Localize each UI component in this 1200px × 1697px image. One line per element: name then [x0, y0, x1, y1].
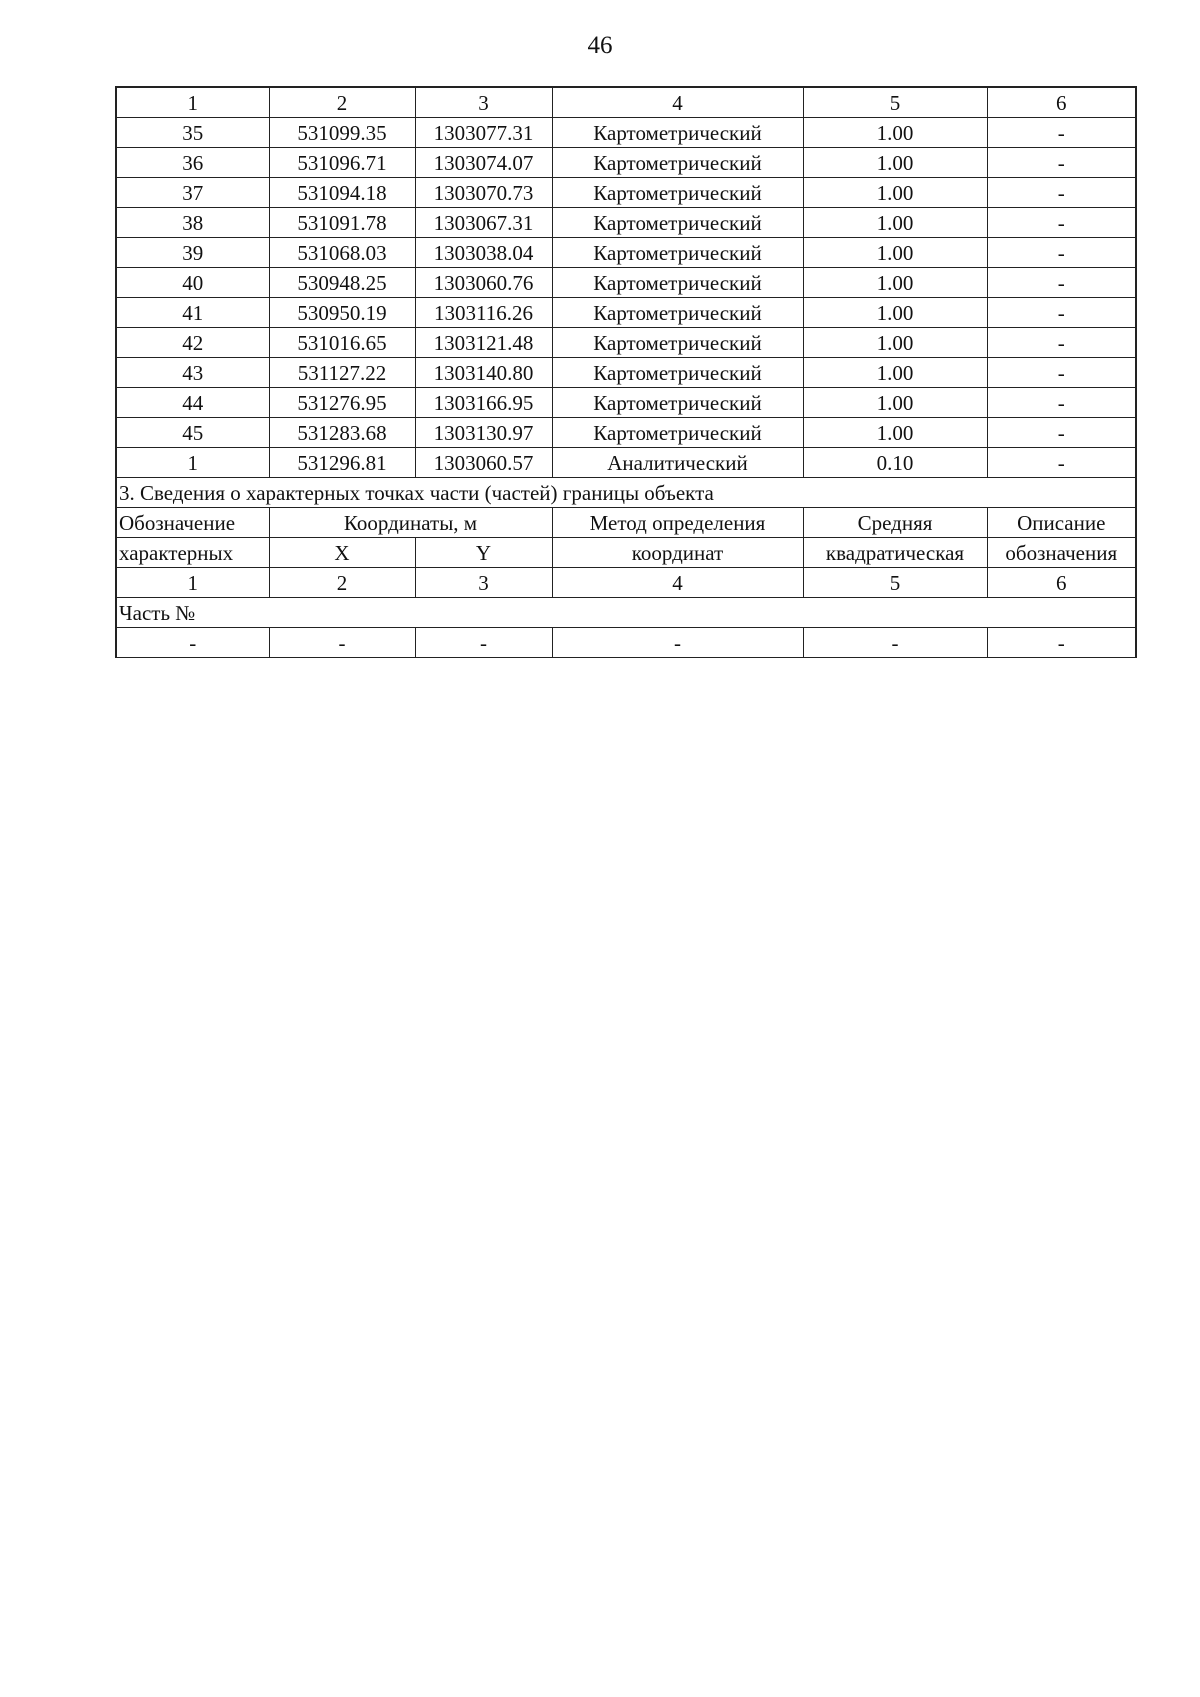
empty-cell: - — [415, 628, 552, 658]
column-number: 2 — [269, 568, 415, 598]
point-cell: 45 — [116, 418, 269, 448]
column-number: 1 — [116, 568, 269, 598]
column-number: 6 — [987, 87, 1136, 118]
description-cell: - — [987, 178, 1136, 208]
column-number: 4 — [552, 87, 803, 118]
description-cell: - — [987, 118, 1136, 148]
point-cell: 36 — [116, 148, 269, 178]
description-cell: - — [987, 298, 1136, 328]
table-row — [116, 268, 1136, 298]
y-cell: 1303070.73 — [415, 178, 552, 208]
page-number: 46 — [587, 32, 613, 59]
column-number: 5 — [803, 568, 987, 598]
description-cell: - — [987, 328, 1136, 358]
method-cell: Картометрический — [552, 208, 803, 238]
description-cell: - — [987, 208, 1136, 238]
method-cell: Картометрический — [552, 238, 803, 268]
accuracy-cell: 1.00 — [803, 208, 987, 238]
x-cell: 531091.78 — [269, 208, 415, 238]
y-cell: 1303140.80 — [415, 358, 552, 388]
point-cell: 1 — [116, 448, 269, 478]
y-cell: 1303060.76 — [415, 268, 552, 298]
table-row — [116, 238, 1136, 268]
table-row — [116, 448, 1136, 478]
description-cell: - — [987, 448, 1136, 478]
accuracy-cell: 1.00 — [803, 178, 987, 208]
x-cell: 530948.25 — [269, 268, 415, 298]
point-cell: 40 — [116, 268, 269, 298]
part-label-row — [116, 598, 1136, 628]
point-cell: 35 — [116, 118, 269, 148]
header-accuracy-line2: квадратическая — [803, 538, 987, 568]
header-point-designation: Обозначение — [116, 508, 269, 538]
description-cell: - — [987, 238, 1136, 268]
accuracy-cell: 1.00 — [803, 148, 987, 178]
accuracy-cell: 1.00 — [803, 388, 987, 418]
column-number: 5 — [803, 87, 987, 118]
method-cell: Картометрический — [552, 298, 803, 328]
column-number: 3 — [415, 568, 552, 598]
method-cell: Картометрический — [552, 148, 803, 178]
description-cell: - — [987, 148, 1136, 178]
header-description: Описание — [987, 508, 1136, 538]
table-row — [116, 208, 1136, 238]
method-cell: Картометрический — [552, 418, 803, 448]
section-title: 3. Сведения о характерных точках части (частей) границы объекта — [116, 478, 1136, 508]
description-cell: - — [987, 268, 1136, 298]
y-cell: 1303121.48 — [415, 328, 552, 358]
accuracy-cell: 1.00 — [803, 358, 987, 388]
accuracy-cell: 1.00 — [803, 268, 987, 298]
accuracy-cell: 1.00 — [803, 118, 987, 148]
y-cell: 1303130.97 — [415, 418, 552, 448]
y-cell: 1303166.95 — [415, 388, 552, 418]
x-cell: 531094.18 — [269, 178, 415, 208]
part-label: Часть № — [116, 598, 1136, 628]
point-cell: 37 — [116, 178, 269, 208]
accuracy-cell: 1.00 — [803, 418, 987, 448]
method-cell: Картометрический — [552, 358, 803, 388]
empty-data-row — [116, 628, 1136, 658]
x-cell: 531068.03 — [269, 238, 415, 268]
x-cell: 531276.95 — [269, 388, 415, 418]
table-row — [116, 298, 1136, 328]
method-cell: Картометрический — [552, 118, 803, 148]
table-row — [116, 178, 1136, 208]
header-accuracy: Средняя — [803, 508, 987, 538]
column-number: 2 — [269, 87, 415, 118]
empty-cell: - — [987, 628, 1136, 658]
description-cell: - — [987, 418, 1136, 448]
x-cell: 531127.22 — [269, 358, 415, 388]
point-cell: 42 — [116, 328, 269, 358]
header-description-line2: обозначения — [987, 538, 1136, 568]
coordinates-table — [115, 86, 1137, 658]
column-number-row — [116, 87, 1136, 118]
empty-cell: - — [803, 628, 987, 658]
method-cell: Картометрический — [552, 178, 803, 208]
point-cell: 44 — [116, 388, 269, 418]
method-cell: Картометрический — [552, 388, 803, 418]
y-cell: 1303038.04 — [415, 238, 552, 268]
x-cell: 531296.81 — [269, 448, 415, 478]
x-cell: 530950.19 — [269, 298, 415, 328]
table-row — [116, 148, 1136, 178]
column-number: 6 — [987, 568, 1136, 598]
header-x: X — [269, 538, 415, 568]
x-cell: 531016.65 — [269, 328, 415, 358]
description-cell: - — [987, 358, 1136, 388]
accuracy-cell: 1.00 — [803, 238, 987, 268]
point-cell: 39 — [116, 238, 269, 268]
table-row — [116, 388, 1136, 418]
table-row — [116, 118, 1136, 148]
method-cell: Аналитический — [552, 448, 803, 478]
header-point-designation-line2: характерных — [116, 538, 269, 568]
empty-cell: - — [116, 628, 269, 658]
header-y: Y — [415, 538, 552, 568]
table-row — [116, 358, 1136, 388]
section-column-number-row — [116, 568, 1136, 598]
column-number: 4 — [552, 568, 803, 598]
column-number: 3 — [415, 87, 552, 118]
y-cell: 1303060.57 — [415, 448, 552, 478]
description-cell: - — [987, 388, 1136, 418]
accuracy-cell: 1.00 — [803, 298, 987, 328]
x-cell: 531099.35 — [269, 118, 415, 148]
table-row — [116, 328, 1136, 358]
header-coordinates: Координаты, м — [269, 508, 552, 538]
accuracy-cell: 1.00 — [803, 328, 987, 358]
point-cell: 43 — [116, 358, 269, 388]
section-header-row-1 — [116, 508, 1136, 538]
empty-cell: - — [269, 628, 415, 658]
section-title-row — [116, 478, 1136, 508]
method-cell: Картометрический — [552, 328, 803, 358]
point-cell: 41 — [116, 298, 269, 328]
x-cell: 531096.71 — [269, 148, 415, 178]
method-cell: Картометрический — [552, 268, 803, 298]
column-number: 1 — [116, 87, 269, 118]
y-cell: 1303067.31 — [415, 208, 552, 238]
point-cell: 38 — [116, 208, 269, 238]
y-cell: 1303077.31 — [415, 118, 552, 148]
empty-cell: - — [552, 628, 803, 658]
y-cell: 1303074.07 — [415, 148, 552, 178]
header-method: Метод определения — [552, 508, 803, 538]
x-cell: 531283.68 — [269, 418, 415, 448]
accuracy-cell: 0.10 — [803, 448, 987, 478]
y-cell: 1303116.26 — [415, 298, 552, 328]
header-method-line2: координат — [552, 538, 803, 568]
section-header-row-2 — [116, 538, 1136, 568]
table-row — [116, 418, 1136, 448]
